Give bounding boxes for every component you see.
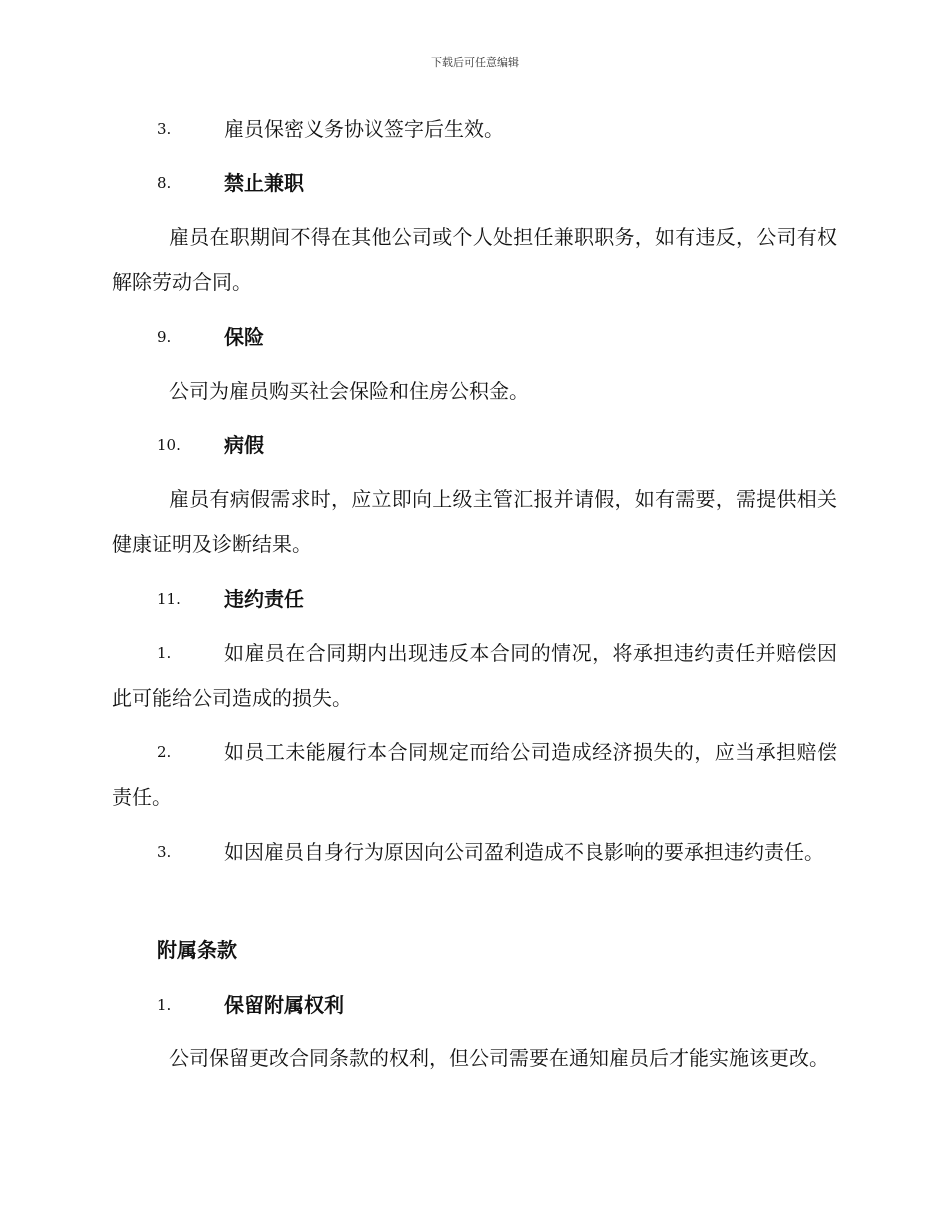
clause-number: 2. <box>157 743 172 761</box>
clause-number: 9. <box>157 328 172 346</box>
clause-11-1-text: 如雇员在合同期内出现违反本合同的情况，将承担违约责任并赔偿因此可能给公司造成的损失。 <box>112 641 837 710</box>
clause-11-3-text: 如因雇员自身行为原因向公司盈利造成不良影响的要承担违约责任。 <box>224 840 824 864</box>
clause-number: 10. <box>157 436 181 454</box>
appendix-title: 附属条款 <box>157 938 237 962</box>
appendix-1-paragraph: 公司保留更改合同条款的权利，但公司需要在通知雇员后才能实施该更改。 <box>169 1046 829 1070</box>
clause-9-paragraph: 公司为雇员购买社会保险和住房公积金。 <box>169 379 529 403</box>
clause-title: 保险 <box>224 325 264 349</box>
clause-number: 1. <box>157 644 172 662</box>
clause-title: 病假 <box>224 433 264 457</box>
clause-title: 违约责任 <box>224 587 304 611</box>
clause-8-paragraph: 雇员在职期间不得在其他公司或个人处担任兼职职务，如有违反，公司有权解除劳动合同。 <box>112 225 837 294</box>
clause-text: 雇员保密义务协议签字后生效。 <box>224 117 504 141</box>
clause-number: 3. <box>157 120 172 138</box>
clause-title: 保留附属权利 <box>224 993 344 1017</box>
clause-title: 禁止兼职 <box>224 171 304 195</box>
clause-11-2-text: 如员工未能履行本合同规定而给公司造成经济损失的，应当承担赔偿责任。 <box>112 740 837 809</box>
clause-number: 3. <box>157 843 172 861</box>
clause-number: 11. <box>157 590 181 608</box>
page-header: 下载后可任意编辑 <box>431 56 519 69</box>
clause-number: 1. <box>157 996 172 1014</box>
clause-10-paragraph: 雇员有病假需求时，应立即向上级主管汇报并请假，如有需要，需提供相关健康证明及诊断结果。 <box>112 487 837 556</box>
clause-number: 8. <box>157 174 172 192</box>
